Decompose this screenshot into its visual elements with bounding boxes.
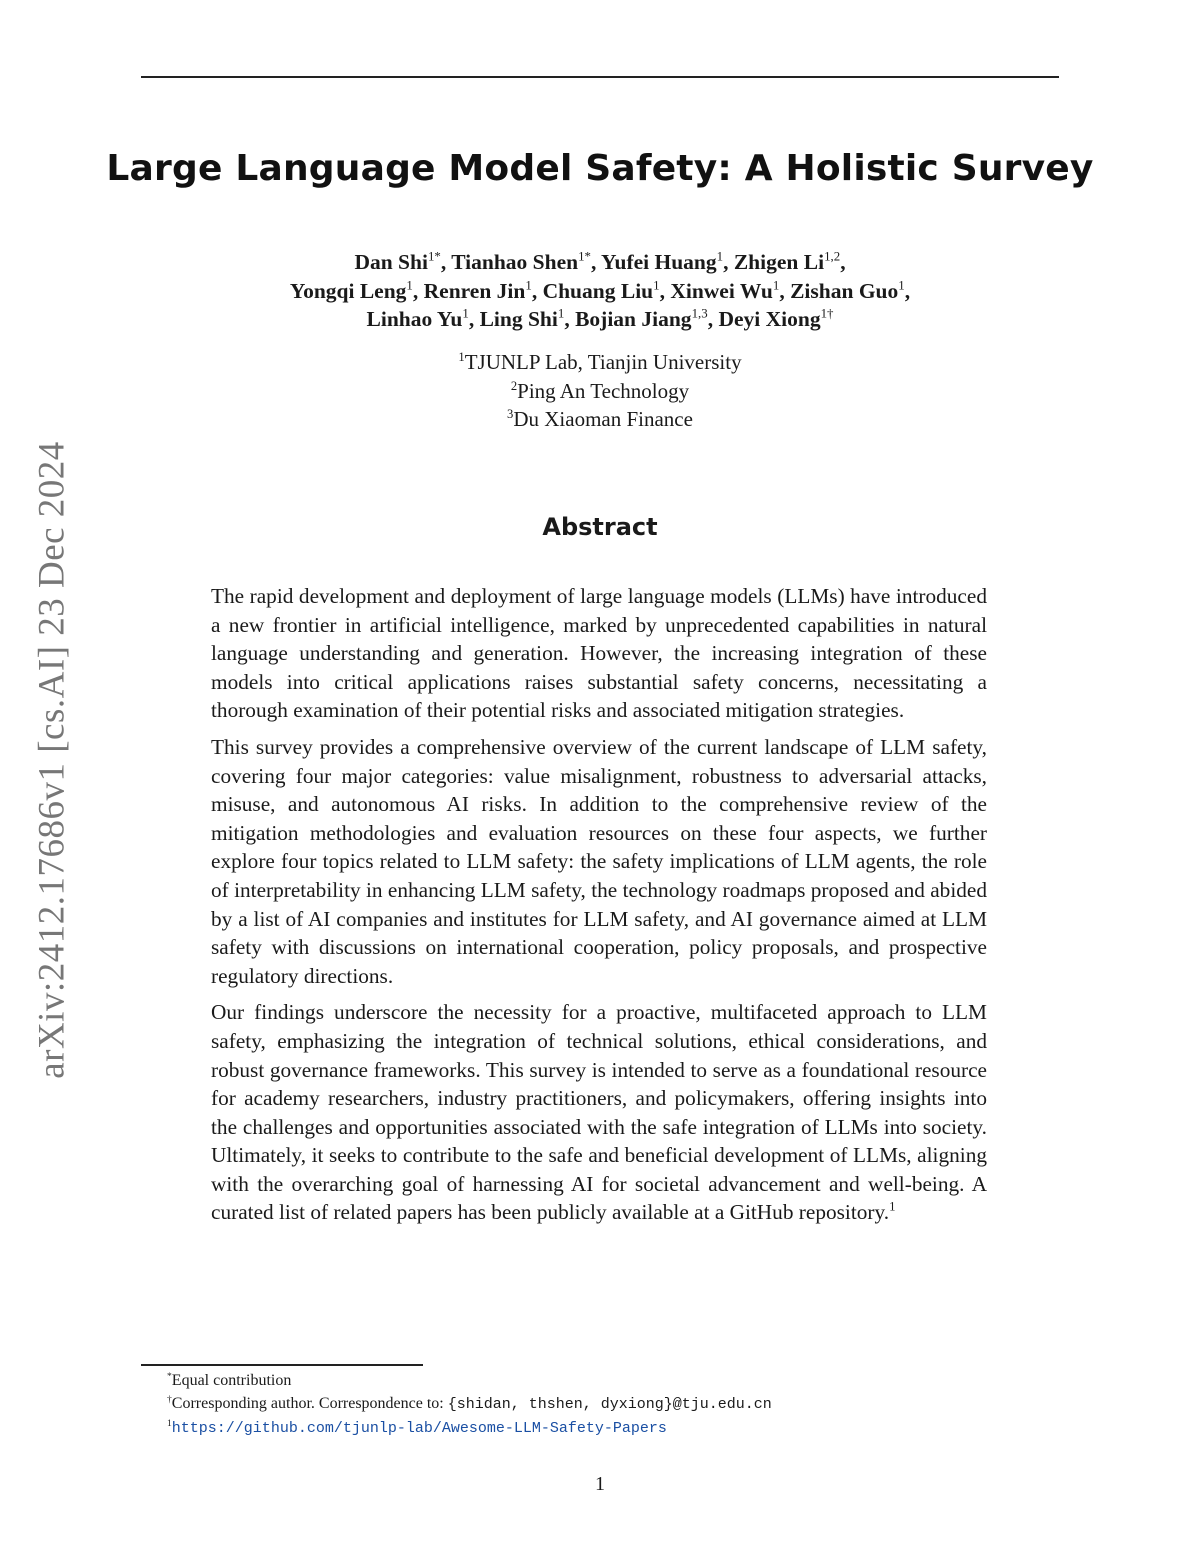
author: Yufei Huang$^1$ xyxy=(600,249,724,274)
author: Chuang Liu$^1$ xyxy=(542,278,660,303)
abstract-paragraph: This survey provides a comprehensive overview of the current landscape of LLM safety, covering four major categories: value misalignment, robustness to adversarial attacks, misuse, and autonomous AI risks. In addition to the comprehensive review of the mitigation methodologies and evaluation resources on these four aspects, we further explore four topics related to LLM safety: the safety implications of LLM agents, the role of interpretability in enhancing LLM safety, the technology roadmaps proposed and abided by a list of AI companies and institutes for LLM safety, and AI governance aimed at LLM safety with discussions on international cooperation, policy proposals, and prospective regulatory directions. xyxy=(211,734,987,988)
author: Xinwei Wu$^1$ xyxy=(670,278,780,303)
author: Yongqi Leng$^1$ xyxy=(289,278,413,303)
correspondence-email[interactable]: {shidan, thshen, dyxiong}@tju.edu.cn xyxy=(447,1396,772,1413)
author: Zishan Guo$^1$ xyxy=(790,278,905,303)
author: Ling Shi$^1$ xyxy=(479,306,565,331)
author: Tianhao Shen$^{1*}$ xyxy=(451,249,591,274)
author: Bojian Jiang$^{1,3}$ xyxy=(575,306,708,331)
footnotes xyxy=(167,1369,772,1440)
footnote-corresponding-author: †Corresponding author. Correspondence to: {shidan, thshen, dyxiong}@tju.edu.cn xyxy=(167,1393,772,1413)
github-repo-link[interactable]: https://github.com/tjunlp-lab/Awesome-LLM-Safety-Papers xyxy=(171,1420,667,1437)
author: Linhao Yu$^1$ xyxy=(366,306,469,331)
abstract-paragraph: The rapid development and deployment of large language models (LLMs) have introduced a new frontier in artificial intelligence, marked by unprecedented capabilities in natural language understanding and generation. However, the increasing integration of these models into critical applications raises substantial safety concerns, necessitating a thorough examination of their potential risks and associated mitigation strategies. xyxy=(211,584,987,723)
top-rule xyxy=(141,76,1059,78)
affiliation: $^3$Du Xiaoman Finance xyxy=(507,406,693,431)
author: Renren Jin$^1$ xyxy=(423,278,532,303)
affiliation-list xyxy=(100,348,1100,434)
affiliation: $^1$TJUNLP Lab, Tianjin University xyxy=(458,349,742,374)
author: Dan Shi$^{1*}$ xyxy=(354,249,441,274)
footnote-equal-contribution: *Equal contribution xyxy=(167,1370,292,1389)
author: Deyi Xiong$^{1\dagger}$ xyxy=(718,306,834,331)
footnote-github-url: $^1$https://github.com/tjunlp-lab/Awesome-LLM-Safety-Papers xyxy=(167,1417,667,1437)
arxiv-identifier-stamp: arXiv:2412.17686v1 [cs.AI] 23 Dec 2024 xyxy=(31,441,73,1079)
paper-title: Large Language Model Safety: A Holistic Survey xyxy=(106,148,1094,189)
footnote-rule xyxy=(141,1364,423,1366)
author-list: Dan Shi$^{1*}$, Tianhao Shen$^{1*}$, Yufei Huang$^1$, Zhigen Li$^{1,2}$, Yongqi Leng$^1$, Renren Jin$^1$, Chuang Liu$^1$, Xinwei Wu$^1$, Zishan Guo$^1$, Linhao Yu$^1$, Ling Shi$^1$, Bojian Jiang$^{1,3}$, Deyi Xiong$^{1\dagger}$ xyxy=(289,249,911,331)
abstract-paragraph: Our findings underscore the necessity for a proactive, multifaceted approach to LLM safety, emphasizing the integration of technical solutions, ethical considerations, and robust governance frameworks. This survey is intended to serve as a foundational resource for academy researchers, industry practitioners, and policymakers, offering insights into the challenges and opportunities associated with the safe integration of LLMs into society. Ultimately, it seeks to contribute to the safe and beneficial development of LLMs, aligning with the overarching goal of harnessing AI for societal advancement and well-being. A curated list of related papers has been publicly available at a GitHub repository.$^1$ xyxy=(211,1000,987,1225)
abstract-heading: Abstract xyxy=(542,513,658,541)
page-number: 1 xyxy=(595,1473,605,1495)
author: Zhigen Li$^{1,2}$ xyxy=(733,249,841,274)
footnote-marker[interactable]: 1 xyxy=(889,1200,896,1215)
abstract-body xyxy=(211,582,987,1235)
affiliation: $^2$Ping An Technology xyxy=(510,378,690,403)
